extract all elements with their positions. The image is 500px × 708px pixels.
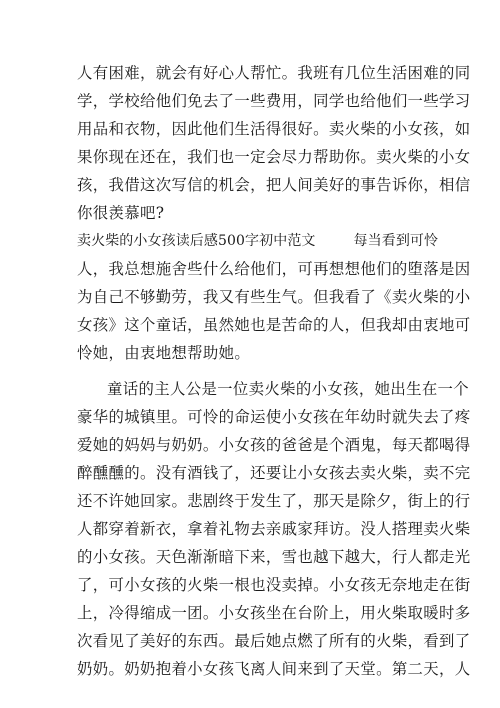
title-line-continuation: 每当看到可怜	[353, 233, 439, 249]
text-line: 人，我总想施舍些什么给他们，可再想想他们的堕落是因	[77, 260, 471, 278]
text-line: 怜她，由衷地想帮助她。	[77, 344, 251, 362]
text-line: 学，学校给他们免去了一些费用，同学也给他们一些学习	[77, 92, 471, 110]
text-line: 豪华的城镇里。可怜的命运使小女孩在年幼时就失去了疼	[77, 408, 471, 426]
text-line: 用品和衣物，因此他们生活得很好。卖火柴的小女孩，如	[77, 120, 471, 138]
text-line: 的小女孩。天色渐渐暗下来，雪也越下越大，行人都走光	[77, 548, 471, 566]
text-line: 还不许她回家。悲剧终于发生了，那天是除夕，街上的行	[77, 492, 471, 510]
essay-title: 卖火柴的小女孩读后感500字初中范文	[77, 233, 316, 249]
text-line: 你很羡慕吧?	[77, 204, 165, 222]
text-line: 奶奶。奶奶抱着小女孩飞离人间来到了天堂。第二天，人	[77, 660, 471, 678]
text-line: 了，可小女孩的火柴一根也没卖掉。小女孩无奈地走在街	[77, 576, 471, 594]
paragraph-first-line: 童话的主人公是一位卖火柴的小女孩，她出生在一个	[107, 380, 470, 398]
text-line: 次看见了美好的东西。最后她点燃了所有的火柴，看到了	[77, 632, 471, 650]
text-line: 爱她的妈妈与奶奶。小女孩的爸爸是个酒鬼，每天都喝得	[77, 436, 471, 454]
text-line: 女孩》这个童话，虽然她也是苦命的人，但我却由衷地可	[77, 316, 471, 334]
text-line: 上，冷得缩成一团。小女孩坐在台阶上，用火柴取暖时多	[77, 604, 471, 622]
text-line: 人有困难，就会有好心人帮忙。我班有几位生活困难的同	[77, 64, 471, 82]
text-line: 人都穿着新衣，拿着礼物去亲戚家拜访。没人搭理卖火柴	[77, 520, 471, 538]
text-line: 醉醺醺的。没有酒钱了，还要让小女孩去卖火柴，卖不完	[77, 464, 471, 482]
essay-title-line	[77, 227, 439, 255]
text-line: 为自己不够勤劳，我又有些生气。但我看了《卖火柴的小	[77, 288, 471, 306]
text-line: 果你现在还在，我们也一定会尽力帮助你。卖火柴的小女	[77, 148, 471, 166]
text-line: 孩，我借这次写信的机会，把人间美好的事告诉你，相信	[77, 176, 471, 194]
